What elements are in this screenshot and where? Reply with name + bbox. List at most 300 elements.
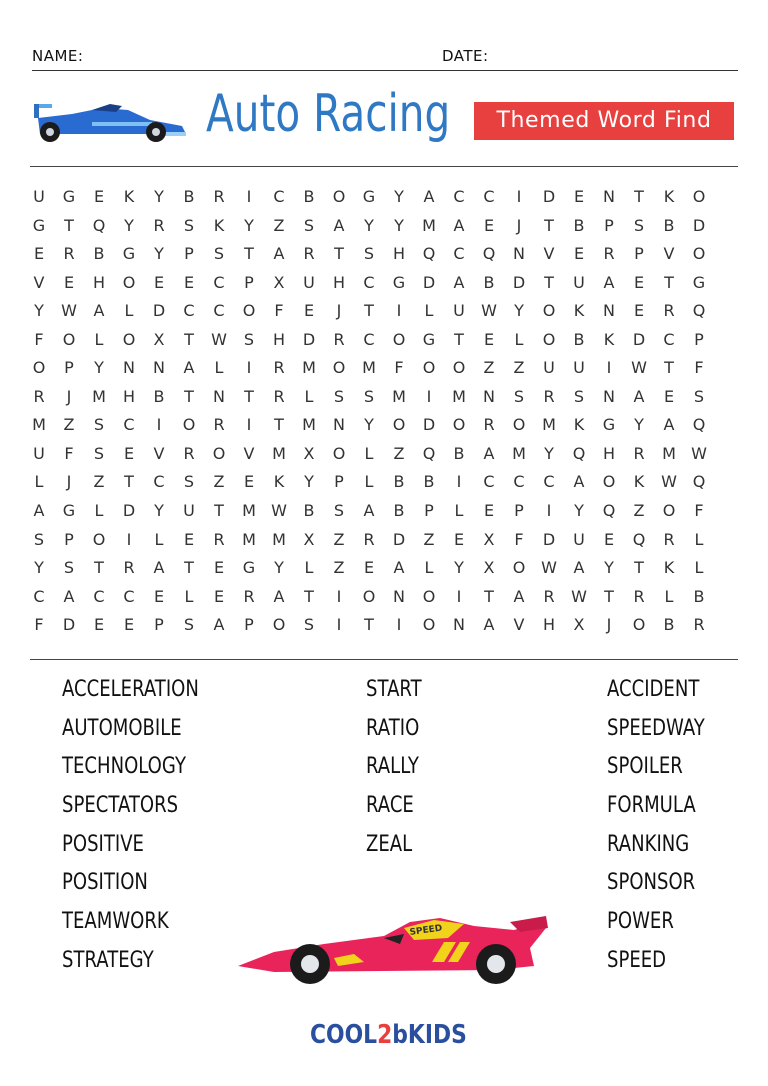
grid-letter[interactable]: U (573, 272, 585, 292)
grid-letter[interactable]: U (33, 443, 45, 463)
grid-letter[interactable]: C (453, 244, 465, 264)
grid-letter[interactable]: P (64, 358, 74, 378)
grid-letter[interactable]: F (34, 615, 44, 635)
grid-letter[interactable]: E (123, 443, 135, 463)
grid-letter[interactable]: B (573, 215, 585, 235)
grid-letter[interactable]: R (63, 244, 75, 264)
grid-letter[interactable]: U (33, 187, 45, 206)
grid-letter[interactable]: E (183, 529, 195, 549)
grid-letter[interactable]: O (242, 301, 256, 321)
grid-letter[interactable]: Y (154, 187, 164, 206)
grid-letter[interactable]: X (483, 529, 495, 549)
grid-letter[interactable]: N (213, 386, 225, 406)
grid-letter[interactable]: B (663, 615, 675, 635)
grid-letter[interactable]: Q (692, 472, 706, 492)
grid-letter[interactable]: R (303, 244, 315, 264)
grid-letter[interactable]: E (183, 272, 195, 292)
grid-letter[interactable]: W (661, 472, 677, 492)
grid-letter[interactable]: C (213, 272, 225, 292)
grid-letter[interactable]: P (694, 329, 704, 349)
grid-letter[interactable]: C (363, 272, 375, 292)
grid-letter[interactable]: S (303, 615, 315, 635)
grid-letter[interactable]: A (513, 586, 525, 606)
grid-letter[interactable]: M (422, 215, 436, 235)
grid-letter[interactable]: T (214, 501, 224, 521)
grid-letter[interactable]: B (393, 501, 405, 521)
grid-letter[interactable]: T (184, 558, 194, 578)
grid-letter[interactable]: Q (482, 244, 496, 264)
grid-letter[interactable]: S (183, 215, 195, 235)
grid-letter[interactable]: M (392, 386, 406, 406)
grid-letter[interactable]: A (363, 501, 375, 521)
grid-letter[interactable]: D (122, 501, 136, 521)
grid-letter[interactable]: I (456, 472, 462, 492)
grid-letter[interactable]: E (603, 529, 615, 549)
grid-letter[interactable]: Q (602, 501, 616, 521)
grid-letter[interactable]: S (243, 329, 255, 349)
grid-letter[interactable]: F (394, 358, 404, 378)
grid-letter[interactable]: G (392, 272, 406, 292)
grid-letter[interactable]: A (453, 272, 465, 292)
grid-letter[interactable]: Y (634, 415, 644, 435)
grid-letter[interactable]: T (664, 272, 674, 292)
grid-letter[interactable]: O (512, 558, 526, 578)
grid-letter[interactable]: I (426, 386, 432, 406)
grid-letter[interactable]: N (333, 415, 345, 435)
grid-letter[interactable]: R (183, 443, 195, 463)
grid-letter[interactable]: R (633, 443, 645, 463)
grid-letter[interactable]: Y (514, 301, 524, 321)
grid-letter[interactable]: B (693, 586, 705, 606)
grid-letter[interactable]: N (393, 586, 405, 606)
grid-letter[interactable]: Z (333, 529, 345, 549)
grid-letter[interactable]: W (481, 301, 497, 321)
grid-letter[interactable]: E (573, 187, 585, 206)
grid-letter[interactable]: K (573, 301, 585, 321)
grid-letter[interactable]: C (273, 187, 285, 206)
grid-letter[interactable]: Y (574, 501, 584, 521)
grid-letter[interactable]: R (273, 386, 285, 406)
grid-letter[interactable]: E (123, 615, 135, 635)
grid-letter[interactable]: N (453, 615, 465, 635)
grid-letter[interactable]: P (244, 272, 254, 292)
grid-letter[interactable]: L (34, 472, 44, 492)
grid-letter[interactable]: M (272, 529, 286, 549)
grid-letter[interactable]: O (662, 501, 676, 521)
grid-letter[interactable]: O (422, 586, 436, 606)
grid-letter[interactable]: R (153, 215, 165, 235)
grid-letter[interactable]: A (63, 586, 75, 606)
grid-letter[interactable]: K (663, 558, 675, 578)
grid-letter[interactable]: L (304, 386, 314, 406)
grid-letter[interactable]: P (64, 529, 74, 549)
grid-letter[interactable]: R (693, 615, 705, 635)
grid-letter[interactable]: T (94, 558, 104, 578)
grid-letter[interactable]: M (242, 529, 256, 549)
grid-letter[interactable]: B (183, 187, 195, 206)
grid-letter[interactable]: D (542, 187, 556, 206)
grid-letter[interactable]: P (604, 215, 614, 235)
grid-letter[interactable]: S (183, 472, 195, 492)
grid-letter[interactable]: C (483, 472, 495, 492)
grid-letter[interactable]: O (212, 443, 226, 463)
grid-letter[interactable]: H (92, 272, 106, 292)
grid-letter[interactable]: O (32, 358, 46, 378)
grid-letter[interactable]: G (62, 501, 76, 521)
grid-letter[interactable]: P (424, 501, 434, 521)
grid-letter[interactable]: Y (34, 558, 44, 578)
grid-letter[interactable]: K (573, 415, 585, 435)
grid-letter[interactable]: L (94, 501, 104, 521)
grid-letter[interactable]: K (273, 472, 285, 492)
grid-letter[interactable]: R (363, 529, 375, 549)
grid-letter[interactable]: R (633, 586, 645, 606)
grid-letter[interactable]: E (33, 244, 45, 264)
grid-letter[interactable]: L (424, 558, 434, 578)
grid-letter[interactable]: O (362, 586, 376, 606)
grid-letter[interactable]: P (514, 501, 524, 521)
grid-letter[interactable]: Y (154, 244, 164, 264)
grid-letter[interactable]: F (514, 529, 524, 549)
grid-letter[interactable]: A (153, 558, 165, 578)
grid-letter[interactable]: S (183, 615, 195, 635)
grid-letter[interactable]: I (516, 187, 522, 206)
grid-letter[interactable]: E (243, 472, 255, 492)
grid-letter[interactable]: I (456, 586, 462, 606)
grid-letter[interactable]: C (483, 187, 495, 206)
grid-letter[interactable]: N (603, 386, 615, 406)
grid-letter[interactable]: O (332, 443, 346, 463)
grid-letter[interactable]: L (184, 586, 194, 606)
grid-letter[interactable]: A (573, 472, 585, 492)
grid-letter[interactable]: F (694, 358, 704, 378)
grid-letter[interactable]: S (213, 244, 225, 264)
grid-letter[interactable]: O (422, 615, 436, 635)
grid-letter[interactable]: R (213, 187, 225, 206)
grid-letter[interactable]: F (64, 443, 74, 463)
grid-letter[interactable]: T (244, 386, 254, 406)
grid-letter[interactable]: T (634, 558, 644, 578)
grid-letter[interactable]: A (573, 558, 585, 578)
grid-letter[interactable]: M (272, 443, 286, 463)
grid-letter[interactable]: T (124, 472, 134, 492)
grid-letter[interactable]: L (694, 529, 704, 549)
grid-letter[interactable]: V (153, 443, 165, 463)
grid-letter[interactable]: R (483, 415, 495, 435)
grid-letter[interactable]: B (663, 215, 675, 235)
grid-letter[interactable]: J (516, 215, 522, 235)
grid-letter[interactable]: S (93, 415, 105, 435)
grid-letter[interactable]: F (34, 329, 44, 349)
grid-letter[interactable]: Z (63, 415, 75, 435)
grid-letter[interactable]: A (183, 358, 195, 378)
grid-letter[interactable]: H (272, 329, 286, 349)
grid-letter[interactable]: S (333, 501, 345, 521)
grid-letter[interactable]: Z (213, 472, 225, 492)
grid-letter[interactable]: I (246, 415, 252, 435)
grid-letter[interactable]: L (124, 301, 134, 321)
grid-letter[interactable]: T (544, 272, 554, 292)
grid-letter[interactable]: P (634, 244, 644, 264)
grid-letter[interactable]: C (213, 301, 225, 321)
grid-letter[interactable]: F (274, 301, 284, 321)
grid-letter[interactable]: Y (124, 215, 134, 235)
grid-letter[interactable]: L (454, 501, 464, 521)
grid-letter[interactable]: X (303, 443, 315, 463)
grid-letter[interactable]: C (153, 472, 165, 492)
grid-letter[interactable]: C (543, 472, 555, 492)
grid-letter[interactable]: Y (394, 187, 404, 206)
grid-letter[interactable]: J (336, 301, 342, 321)
grid-letter[interactable]: O (692, 187, 706, 206)
grid-letter[interactable]: E (483, 329, 495, 349)
grid-letter[interactable]: G (602, 415, 616, 435)
grid-letter[interactable]: Y (364, 415, 374, 435)
grid-letter[interactable]: T (454, 329, 464, 349)
grid-letter[interactable]: U (303, 272, 315, 292)
grid-letter[interactable]: S (363, 244, 375, 264)
grid-letter[interactable]: E (213, 558, 225, 578)
grid-letter[interactable]: W (61, 301, 77, 321)
grid-letter[interactable]: W (211, 329, 227, 349)
grid-letter[interactable]: M (242, 501, 256, 521)
grid-letter[interactable]: D (302, 329, 316, 349)
grid-letter[interactable]: R (333, 329, 345, 349)
grid-letter[interactable]: B (303, 187, 315, 206)
grid-letter[interactable]: C (513, 472, 525, 492)
grid-letter[interactable]: A (483, 615, 495, 635)
grid-letter[interactable]: U (183, 501, 195, 521)
grid-letter[interactable]: L (664, 586, 674, 606)
grid-letter[interactable]: H (392, 244, 406, 264)
grid-letter[interactable]: D (422, 415, 436, 435)
grid-letter[interactable]: Z (93, 472, 105, 492)
grid-letter[interactable]: Y (304, 472, 314, 492)
grid-letter[interactable]: Z (483, 358, 495, 378)
grid-letter[interactable]: E (453, 529, 465, 549)
grid-letter[interactable]: L (154, 529, 164, 549)
grid-letter[interactable]: W (631, 358, 647, 378)
grid-letter[interactable]: S (573, 386, 585, 406)
grid-letter[interactable]: H (122, 386, 136, 406)
grid-letter[interactable]: T (184, 329, 194, 349)
grid-letter[interactable]: O (392, 329, 406, 349)
grid-letter[interactable]: G (422, 329, 436, 349)
grid-letter[interactable]: W (691, 443, 707, 463)
grid-letter[interactable]: H (602, 443, 616, 463)
grid-letter[interactable]: C (93, 586, 105, 606)
grid-letter[interactable]: Q (422, 244, 436, 264)
grid-letter[interactable]: M (302, 415, 316, 435)
grid-letter[interactable]: O (392, 415, 406, 435)
grid-letter[interactable]: P (334, 472, 344, 492)
grid-letter[interactable]: O (92, 529, 106, 549)
grid-letter[interactable]: S (363, 386, 375, 406)
grid-letter[interactable]: K (213, 215, 225, 235)
grid-letter[interactable]: R (243, 586, 255, 606)
grid-letter[interactable]: K (663, 187, 675, 206)
grid-letter[interactable]: B (93, 244, 105, 264)
grid-letter[interactable]: C (123, 415, 135, 435)
grid-letter[interactable]: T (304, 586, 314, 606)
grid-letter[interactable]: E (483, 501, 495, 521)
grid-letter[interactable]: W (571, 586, 587, 606)
grid-letter[interactable]: L (424, 301, 434, 321)
grid-letter[interactable]: W (541, 558, 557, 578)
grid-letter[interactable]: A (483, 443, 495, 463)
grid-letter[interactable]: E (633, 272, 645, 292)
grid-letter[interactable]: T (334, 244, 344, 264)
grid-letter[interactable]: F (694, 501, 704, 521)
grid-letter[interactable]: O (272, 615, 286, 635)
grid-letter[interactable]: E (633, 301, 645, 321)
grid-letter[interactable]: G (362, 187, 376, 206)
grid-letter[interactable]: D (62, 615, 76, 635)
grid-letter[interactable]: T (274, 415, 284, 435)
grid-letter[interactable]: L (694, 558, 704, 578)
grid-letter[interactable]: E (363, 558, 375, 578)
grid-letter[interactable]: M (32, 415, 46, 435)
grid-letter[interactable]: B (153, 386, 165, 406)
grid-letter[interactable]: U (453, 301, 465, 321)
grid-letter[interactable]: V (543, 244, 555, 264)
grid-letter[interactable]: G (242, 558, 256, 578)
grid-letter[interactable]: Q (92, 215, 106, 235)
grid-letter[interactable]: V (243, 443, 255, 463)
grid-letter[interactable]: O (692, 244, 706, 264)
grid-letter[interactable]: R (123, 558, 135, 578)
grid-letter[interactable]: J (66, 472, 72, 492)
grid-letter[interactable]: D (632, 329, 646, 349)
grid-letter[interactable]: T (664, 358, 674, 378)
grid-letter[interactable]: Q (632, 529, 646, 549)
grid-letter[interactable]: J (66, 386, 72, 406)
grid-letter[interactable]: B (423, 472, 435, 492)
grid-letter[interactable]: Q (692, 301, 706, 321)
grid-letter[interactable]: S (693, 386, 705, 406)
grid-letter[interactable]: R (663, 529, 675, 549)
grid-letter[interactable]: A (273, 244, 285, 264)
grid-letter[interactable]: D (392, 529, 406, 549)
grid-letter[interactable]: L (214, 358, 224, 378)
grid-letter[interactable]: B (393, 472, 405, 492)
grid-letter[interactable]: L (304, 558, 314, 578)
grid-letter[interactable]: E (573, 244, 585, 264)
grid-letter[interactable]: E (93, 187, 105, 206)
grid-letter[interactable]: V (513, 615, 525, 635)
grid-letter[interactable]: U (543, 358, 555, 378)
grid-letter[interactable]: O (452, 358, 466, 378)
grid-letter[interactable]: S (33, 529, 45, 549)
grid-letter[interactable]: Q (572, 443, 586, 463)
grid-letter[interactable]: I (336, 586, 342, 606)
grid-letter[interactable]: U (573, 358, 585, 378)
grid-letter[interactable]: A (333, 215, 345, 235)
grid-letter[interactable]: A (663, 415, 675, 435)
grid-letter[interactable]: E (663, 386, 675, 406)
grid-letter[interactable]: T (64, 215, 74, 235)
grid-letter[interactable]: R (543, 586, 555, 606)
grid-letter[interactable]: A (423, 187, 435, 206)
grid-letter[interactable]: L (364, 472, 374, 492)
grid-letter[interactable]: Z (333, 558, 345, 578)
grid-letter[interactable]: S (63, 558, 75, 578)
grid-letter[interactable]: H (332, 272, 346, 292)
grid-letter[interactable]: N (483, 386, 495, 406)
grid-letter[interactable]: K (633, 472, 645, 492)
grid-letter[interactable]: T (634, 187, 644, 206)
grid-letter[interactable]: M (512, 443, 526, 463)
grid-letter[interactable]: O (122, 329, 136, 349)
grid-letter[interactable]: N (603, 301, 615, 321)
grid-letter[interactable]: A (93, 301, 105, 321)
grid-letter[interactable]: S (93, 443, 105, 463)
grid-letter[interactable]: O (122, 272, 136, 292)
grid-letter[interactable]: T (184, 386, 194, 406)
grid-letter[interactable]: C (183, 301, 195, 321)
grid-letter[interactable]: P (184, 244, 194, 264)
grid-letter[interactable]: R (273, 358, 285, 378)
grid-letter[interactable]: G (692, 272, 706, 292)
grid-letter[interactable]: E (153, 272, 165, 292)
grid-letter[interactable]: D (692, 215, 706, 235)
grid-letter[interactable]: G (62, 187, 76, 206)
grid-letter[interactable]: T (364, 615, 374, 635)
grid-letter[interactable]: N (603, 187, 615, 206)
grid-letter[interactable]: S (633, 215, 645, 235)
grid-letter[interactable]: Q (692, 415, 706, 435)
grid-letter[interactable]: N (513, 244, 525, 264)
grid-letter[interactable]: S (303, 215, 315, 235)
grid-letter[interactable]: Y (94, 358, 104, 378)
grid-letter[interactable]: R (33, 386, 45, 406)
grid-letter[interactable]: A (453, 215, 465, 235)
grid-letter[interactable]: E (303, 301, 315, 321)
grid-letter[interactable]: Y (454, 558, 464, 578)
grid-letter[interactable]: O (452, 415, 466, 435)
grid-letter[interactable]: V (663, 244, 675, 264)
grid-letter[interactable]: Y (34, 301, 44, 321)
grid-letter[interactable]: T (484, 586, 494, 606)
grid-letter[interactable]: H (542, 615, 556, 635)
grid-letter[interactable]: T (244, 244, 254, 264)
grid-letter[interactable]: D (542, 529, 556, 549)
grid-letter[interactable]: B (483, 272, 495, 292)
grid-letter[interactable]: R (603, 244, 615, 264)
grid-letter[interactable]: C (363, 329, 375, 349)
grid-letter[interactable]: L (94, 329, 104, 349)
grid-letter[interactable]: E (93, 615, 105, 635)
grid-letter[interactable]: I (156, 415, 162, 435)
grid-letter[interactable]: T (604, 586, 614, 606)
grid-letter[interactable]: O (632, 615, 646, 635)
grid-letter[interactable]: I (336, 615, 342, 635)
grid-letter[interactable]: C (123, 586, 135, 606)
grid-letter[interactable]: E (63, 272, 75, 292)
grid-letter[interactable]: Y (544, 443, 554, 463)
grid-letter[interactable]: R (213, 529, 225, 549)
grid-letter[interactable]: T (364, 301, 374, 321)
grid-letter[interactable]: X (573, 615, 585, 635)
grid-letter[interactable]: C (663, 329, 675, 349)
grid-letter[interactable]: A (273, 586, 285, 606)
grid-letter[interactable]: Z (423, 529, 435, 549)
grid-letter[interactable]: M (662, 443, 676, 463)
grid-letter[interactable]: Q (422, 443, 436, 463)
grid-letter[interactable]: A (633, 386, 645, 406)
grid-letter[interactable]: A (393, 558, 405, 578)
grid-letter[interactable]: R (543, 386, 555, 406)
